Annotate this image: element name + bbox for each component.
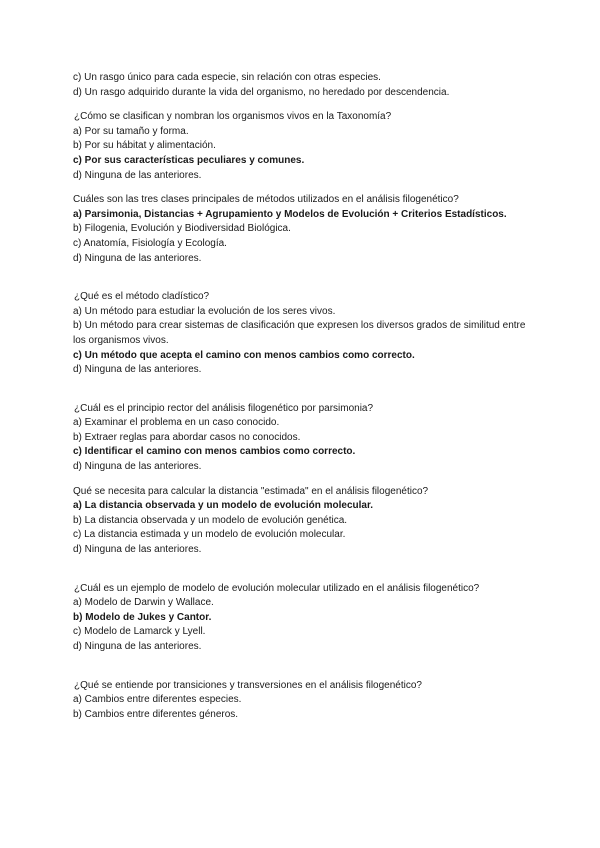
question-text: Cuáles son las tres clases principales de métodos utilizados en el análisis filogenético? xyxy=(73,194,459,206)
correct-answer-option: c) Por sus características peculiares y comunes. xyxy=(73,154,305,166)
answer-option: c) Un rasgo único para cada especie, sin relación con otras especies. xyxy=(73,72,381,83)
question-block xyxy=(73,193,538,266)
answer-option: b) Filogenia, Evolución y Biodiversidad Biológica. xyxy=(73,223,291,235)
answer-option: d) Ninguna de las anteriores. xyxy=(73,364,202,376)
answer-option: c) Anatomía, Fisiología y Ecología. xyxy=(73,237,227,249)
answer-option: b) Extraer reglas para abordar casos no conocidos. xyxy=(73,431,301,443)
answer-option: a) Cambios entre diferentes especies. xyxy=(73,694,242,706)
answer-option: d) Ninguna de las anteriores. xyxy=(73,252,202,264)
answer-option: d) Ninguna de las anteriores. xyxy=(73,544,202,556)
answer-option: d) Ninguna de las anteriores. xyxy=(73,641,202,652)
quiz-content xyxy=(73,71,538,722)
correct-answer-option: c) Un método que acepta el camino con menos cambios como correcto. xyxy=(73,349,415,361)
answer-option: d) Un rasgo adquirido durante la vida del organismo, no heredado por descendencia. xyxy=(73,86,450,98)
correct-answer-option: a) La distancia observada y un modelo de evolución molecular. xyxy=(73,500,374,512)
question-text: ¿Cómo se clasifican y nombran los organismos vivos en la Taxonomía? xyxy=(74,111,392,123)
answer-option: c) Modelo de Lamarck y Lyell. xyxy=(73,626,206,638)
question-block xyxy=(73,679,538,723)
correct-answer-option: b) Modelo de Jukes y Cantor. xyxy=(73,611,212,623)
question-block xyxy=(73,402,538,475)
answer-option: b) Por su hábitat y alimentación. xyxy=(73,140,216,152)
answer-option: a) Un método para estudiar la evolución de los seres vivos. xyxy=(73,305,336,317)
question-block-partial xyxy=(73,71,538,100)
question-block xyxy=(73,582,538,655)
question-text: ¿Qué es el método cladístico? xyxy=(74,291,210,303)
question-text: ¿Qué se entiende por transiciones y transversiones en el análisis filogenético? xyxy=(74,679,422,691)
answer-option: b) Cambios entre diferentes géneros. xyxy=(73,708,239,720)
correct-answer-option: c) Identificar el camino con menos cambios como correcto. xyxy=(73,446,356,458)
question-text: ¿Cuál es el principio rector del análisis filogenético por parsimonia? xyxy=(74,402,374,414)
answer-option: d) Ninguna de las anteriores. xyxy=(73,461,202,473)
question-block xyxy=(73,485,538,558)
answer-option: a) Por su tamaño y forma. xyxy=(73,125,189,137)
question-text: Qué se necesita para calcular la distancia "estimada" en el análisis filogenético? xyxy=(73,485,429,497)
answer-option: b) La distancia observada y un modelo de evolución genética. xyxy=(73,514,348,526)
answer-option: b) Un método para crear sistemas de clasificación que expresen los diversos grados de similitud entre los organismos vivos. xyxy=(73,320,526,346)
answer-option: c) La distancia estimada y un modelo de evolución molecular. xyxy=(73,529,346,541)
answer-option: a) Modelo de Darwin y Wallace. xyxy=(73,597,214,609)
answer-option: d) Ninguna de las anteriores. xyxy=(73,169,202,181)
answer-option: a) Examinar el problema en un caso conocido. xyxy=(73,417,280,429)
question-block xyxy=(73,290,538,378)
correct-answer-option: a) Parsimonia, Distancias + Agrupamiento y Modelos de Evolución + Criterios Estadísticos. xyxy=(73,208,507,220)
question-block xyxy=(73,110,538,183)
question-text: ¿Cuál es un ejemplo de modelo de evolución molecular utilizado en el análisis filogenético? xyxy=(74,582,480,594)
